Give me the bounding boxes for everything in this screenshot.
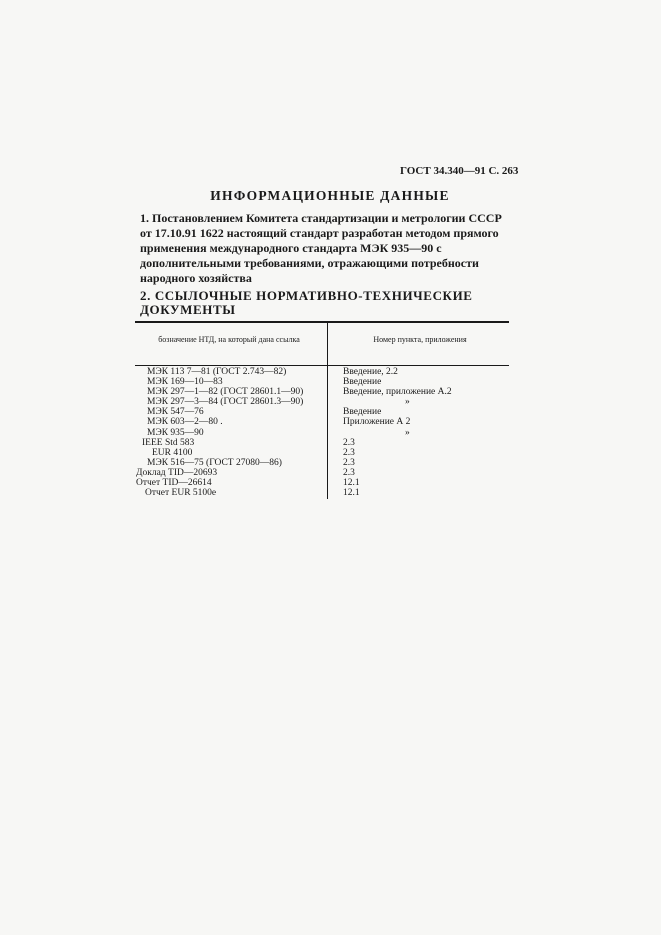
table-row <box>135 448 509 458</box>
section-2-title: ССЫЛОЧНЫЕ НОРМАТИВНО-ТЕХНИЧЕСКИЕ ДОКУМЕНТЫ <box>140 288 473 317</box>
page-title: ИНФОРМАЦИОННЫЕ ДАННЫЕ <box>210 188 450 203</box>
clause-cell: Введение <box>343 377 382 388</box>
table-row <box>135 438 509 448</box>
references-table <box>135 321 509 499</box>
clause-cell: » <box>405 397 410 408</box>
clause-cell: » <box>405 427 410 438</box>
table-row <box>135 458 509 468</box>
table-row <box>135 387 509 397</box>
doc-cell: IEEE Std 583 <box>142 437 195 448</box>
clause-cell: 12.1 <box>343 488 360 499</box>
standard-code-header: ГОСТ 34.340—91 С. 263 <box>400 165 519 177</box>
table-row <box>135 478 509 488</box>
doc-cell: МЭК 297—1—82 (ГОСТ 28601.1—90) <box>147 387 304 398</box>
doc-cell: МЭК 547—76 <box>147 407 204 418</box>
doc-cell: МЭК 516—75 (ГОСТ 27080—86) <box>147 457 282 468</box>
clause-cell: 2.3 <box>343 457 355 468</box>
table-header-rule <box>135 365 509 366</box>
table-row <box>135 367 509 377</box>
table-row <box>135 428 509 438</box>
section-1-text: Постановлением Комитета стандартизации и метрологии СССР от 17.10.91 1622 настоящий стандарт разработан методом прямого применения международного стандарта МЭК 935—90 с дополнительными требованиями, отражающими потребности народного хозяйства <box>140 211 502 285</box>
doc-cell: МЭК 603—2—80 . <box>147 417 223 428</box>
table-row <box>135 468 509 478</box>
column-header-document: бозначение НТД, на который дана ссылка <box>158 335 300 344</box>
doc-cell: Отчет TID—26614 <box>136 478 212 489</box>
clause-cell: 2.3 <box>343 447 355 458</box>
clause-cell: Введение, приложение А.2 <box>343 387 452 398</box>
doc-cell: Доклад TID—20693 <box>136 467 218 478</box>
clause-cell: Введение <box>343 407 382 418</box>
column-header-clause: Номер пункта, приложения <box>373 335 467 344</box>
section-2-heading <box>140 289 512 317</box>
doc-cell: Отчет EUR 5100e <box>145 488 217 499</box>
section-1-number: 1. <box>140 211 149 225</box>
section-2-number: 2. <box>140 288 151 303</box>
table-row <box>135 377 509 387</box>
clause-cell: 2.3 <box>343 467 355 478</box>
doc-cell: МЭК 113 7—81 (ГОСТ 2.743—82) <box>147 367 287 377</box>
section-1 <box>140 211 512 286</box>
table-body <box>135 367 509 498</box>
doc-cell: EUR 4100 <box>152 447 193 458</box>
doc-cell: МЭК 297—3—84 (ГОСТ 28601.3—90) <box>147 397 304 408</box>
table-row <box>135 407 509 417</box>
table-row <box>135 397 509 407</box>
clause-cell: 2.3 <box>343 437 355 448</box>
clause-cell: 12.1 <box>343 478 360 489</box>
doc-cell: МЭК 935—90 <box>147 427 204 438</box>
clause-cell: Введение, 2.2 <box>343 367 398 377</box>
doc-cell: МЭК 169—10—83 <box>147 377 223 388</box>
table-row <box>135 417 509 427</box>
table-top-rule <box>135 321 509 323</box>
clause-cell: Приложение А 2 <box>343 417 411 428</box>
table-row <box>135 488 509 498</box>
